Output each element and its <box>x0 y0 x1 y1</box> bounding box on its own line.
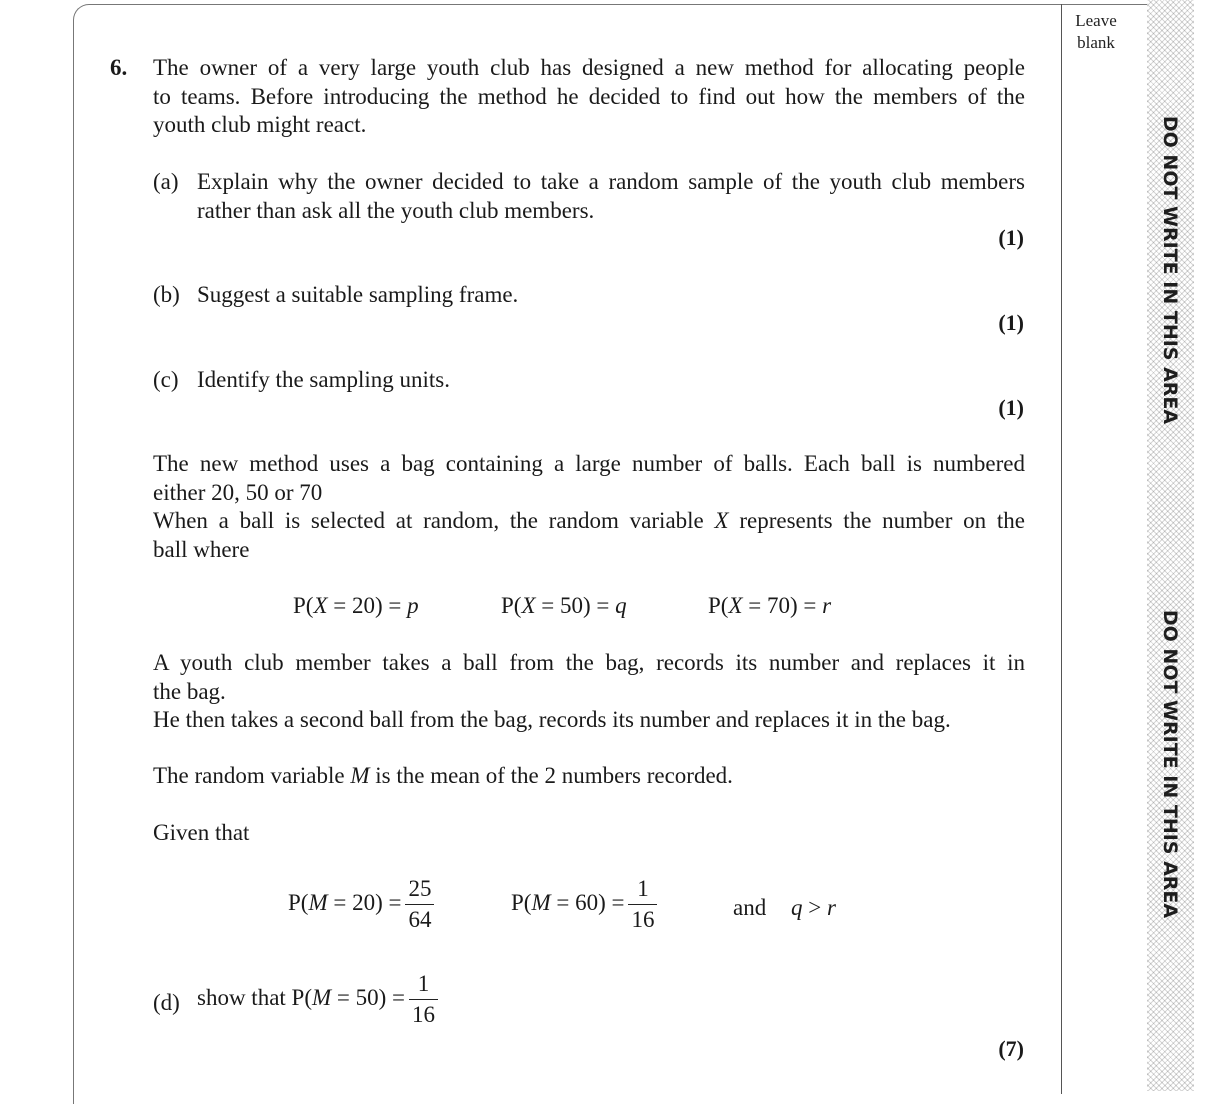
fraction-1-16-d <box>409 969 438 1030</box>
leave-label-line2: blank <box>1077 33 1115 52</box>
fraction-denominator: 16 <box>631 907 655 932</box>
prob-x-20-p: P( <box>293 593 314 618</box>
member-line-2: the bag. <box>153 678 226 704</box>
variable-m: M <box>350 763 370 788</box>
part-b-label: (b) <box>153 282 180 307</box>
member-line-3: He then takes a second ball from the bag, records its number and replaces it in the bag. <box>153 707 951 732</box>
fraction-denominator: 16 <box>412 1002 436 1027</box>
part-a-line-1: Explain why the owner decided to take a random sample of the youth club members <box>197 169 1025 194</box>
do-not-write-warning-top: DO NOT WRITE IN THIS AREA <box>1159 115 1181 425</box>
given-m-60-var: M <box>531 889 551 915</box>
prob-x-20-var: X <box>313 593 328 618</box>
part-a-text <box>197 168 1025 225</box>
given-m-20-mid: = 20) = <box>327 889 402 915</box>
given-m-20 <box>288 874 438 935</box>
prob-x-20-val: p <box>407 593 419 618</box>
given-and: and <box>733 895 767 920</box>
given-m-20-var: M <box>308 889 328 915</box>
prob-x-20-mid: = 20) = <box>327 593 408 618</box>
mean-definition <box>153 762 733 791</box>
part-b-text: Suggest a suitable sampling frame. <box>197 282 519 307</box>
given-r: r <box>826 895 836 920</box>
part-c-marks: (1) <box>998 395 1024 420</box>
given-m-20-p: P( <box>288 889 309 915</box>
prob-x-70-mid: = 70) = <box>742 593 823 618</box>
fraction-numerator: 1 <box>628 874 657 905</box>
part-d-marks: (7) <box>998 1036 1024 1061</box>
prob-x-70-val: r <box>822 593 832 618</box>
prob-x-70 <box>708 592 831 621</box>
mean-text-b: is the mean of the 2 numbers recorded. <box>375 763 733 788</box>
part-b-marks: (1) <box>998 310 1024 335</box>
given-m-60 <box>511 874 661 935</box>
given-q-greater-r <box>791 894 836 923</box>
fraction-1-16 <box>628 874 657 935</box>
method-line-4: ball where <box>153 536 250 562</box>
given-that: Given that <box>153 820 250 845</box>
prob-x-20 <box>293 592 419 621</box>
intro-line-2: to teams. Before introducing the method he decided to find out how the members of the <box>153 83 1025 109</box>
method-line-2: either 20, 50 or 70 <box>153 479 323 505</box>
part-d-mid: = 50) = <box>331 984 406 1010</box>
leave-label-line1: Leave <box>1075 11 1117 30</box>
leave-blank-label <box>1066 10 1126 54</box>
method-line-1: The new method uses a bag containing a large number of balls. Each ball is numbered <box>153 451 1025 476</box>
part-a-marks: (1) <box>998 225 1024 250</box>
part-d-text-a: show that P( <box>197 984 312 1010</box>
part-c-text: Identify the sampling units. <box>197 367 450 392</box>
prob-x-50-var: X <box>521 593 536 618</box>
intro-line-1: The owner of a very large youth club has designed a new method for allocating people <box>153 55 1025 80</box>
fraction-numerator: 1 <box>409 969 438 1000</box>
given-q: q <box>791 895 803 920</box>
prob-x-50 <box>501 592 627 621</box>
method-line-3a: When a ball is selected at random, the random variable <box>153 508 704 533</box>
prob-x-70-p: P( <box>708 593 729 618</box>
part-d-label: (d) <box>153 990 180 1015</box>
given-m-60-mid: = 60) = <box>550 889 625 915</box>
mean-text-a: The random variable <box>153 763 345 788</box>
part-d-text <box>197 969 442 1030</box>
prob-x-50-val: q <box>615 593 627 618</box>
member-procedure <box>153 649 1025 706</box>
do-not-write-warning-bottom: DO NOT WRITE IN THIS AREA <box>1159 609 1181 919</box>
question-number: 6. <box>110 55 128 80</box>
part-c-label: (c) <box>153 367 179 392</box>
part-d-var: M <box>312 984 332 1010</box>
method-line-3 <box>153 508 1025 533</box>
fraction-denominator: 64 <box>408 907 432 932</box>
question-intro <box>153 54 1025 140</box>
greater-than: > <box>802 895 827 920</box>
variable-x: X <box>714 508 729 533</box>
prob-x-70-var: X <box>728 593 743 618</box>
method-line-3b: represents the number on the <box>739 508 1025 533</box>
prob-x-50-p: P( <box>501 593 522 618</box>
given-m-60-p: P( <box>511 889 532 915</box>
part-a-line-2: rather than ask all the youth club members. <box>197 197 595 223</box>
prob-x-50-mid: = 50) = <box>535 593 616 618</box>
intro-line-3: youth club might react. <box>153 112 367 137</box>
method-description <box>153 450 1025 564</box>
fraction-numerator: 25 <box>405 874 434 905</box>
part-a-label: (a) <box>153 169 179 194</box>
member-line-1: A youth club member takes a ball from the bag, records its number and replaces it in <box>153 650 1025 675</box>
fraction-25-64 <box>405 874 434 935</box>
margin-divider <box>1061 4 1062 1094</box>
